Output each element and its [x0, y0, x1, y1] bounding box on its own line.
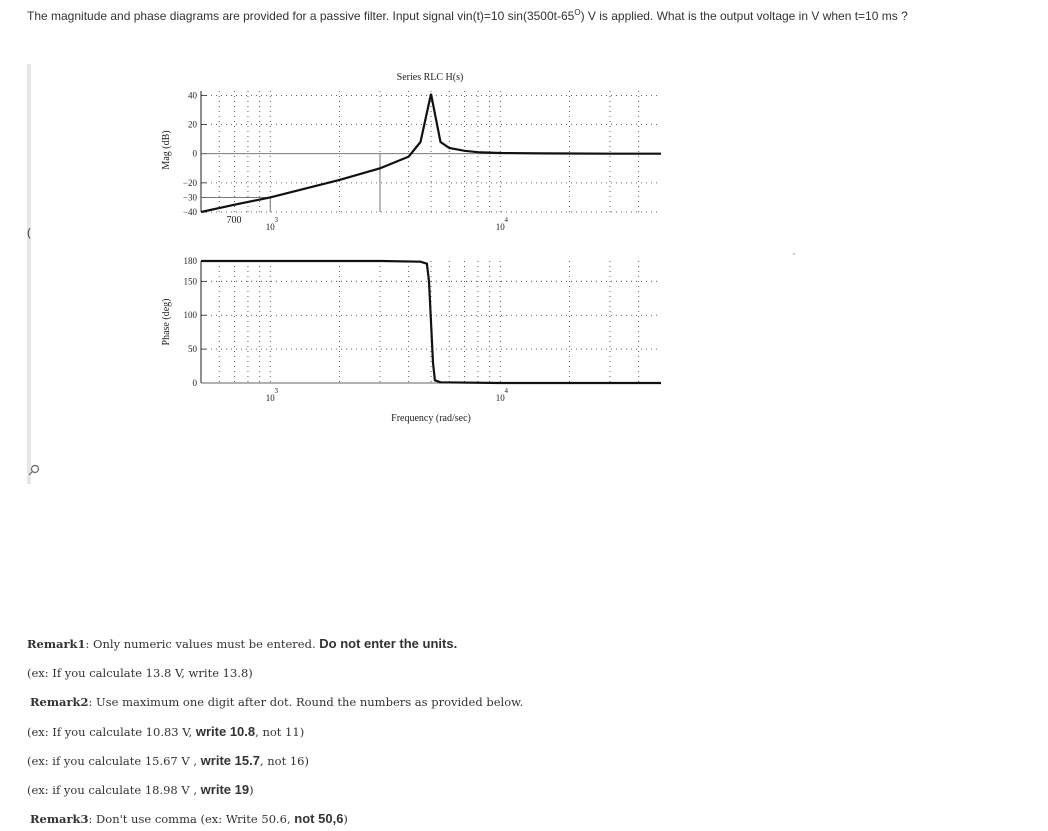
y-tick-label: −30 — [182, 192, 197, 203]
y-tick-label: 50 — [188, 344, 197, 355]
remark-1-example: (ex: If you calculate 13.8 V, write 13.8) — [27, 666, 253, 680]
search-icon[interactable] — [27, 463, 41, 477]
question-part-2: ) V is applied. What is the output voltage in V when t=10 ms ? — [580, 9, 908, 23]
x-tick-exponent: 3 — [274, 216, 278, 224]
phase-ylabel: Phase (deg) — [161, 298, 172, 346]
phase-xticks — [266, 387, 509, 403]
x-tick-label: 10 — [495, 393, 505, 403]
mag-ylabel: Mag (dB) — [161, 130, 172, 170]
ex2-text: (ex: if you calculate 15.67 V , — [27, 754, 201, 768]
stray-dot — [793, 253, 795, 255]
remark-3-text: : Don't use comma (ex: Write 50.6, — [88, 812, 295, 826]
remark-2 — [30, 695, 523, 709]
side-mark: ( — [27, 227, 31, 239]
remark-1 — [27, 636, 457, 651]
remark-1-text: : Only numeric values must be entered. — [85, 637, 320, 651]
remark-1-label: Remark1 — [27, 637, 86, 651]
ex1-text: (ex: If you calculate 10.83 V, — [27, 725, 196, 739]
y-tick-label: 150 — [183, 276, 197, 287]
x-tick-exponent: 3 — [274, 387, 278, 395]
remark-2-example-2 — [27, 753, 309, 768]
x-tick-label: 10 — [265, 393, 275, 403]
question-text — [27, 8, 1037, 23]
remark-2-example-1 — [27, 724, 304, 739]
remark-2-example-3 — [27, 782, 254, 797]
y-tick-label: 180 — [183, 256, 197, 266]
guide-lines — [201, 154, 661, 383]
ex3-end: ) — [249, 783, 254, 797]
x-tick-label: 10 — [495, 222, 505, 232]
ex1-bold: write 10.8 — [195, 724, 256, 739]
y-tick-label: 0 — [192, 378, 197, 388]
phase-yticks — [184, 256, 208, 388]
ex2-bold: write 15.7 — [200, 753, 260, 768]
y-tick-label: 40 — [188, 90, 197, 101]
y-tick-label: 0 — [192, 148, 197, 159]
remark-3-label: Remark3 — [30, 812, 89, 826]
x-tick-label: 10 — [265, 222, 275, 232]
left-border — [27, 64, 31, 484]
annotation-700: 700 — [226, 215, 242, 226]
degree-symbol: O — [574, 8, 581, 17]
y-tick-label: −20 — [182, 177, 197, 188]
remark-3-end: ) — [343, 812, 348, 826]
question-part-1: The magnitude and phase diagrams are provided for a passive filter. Input signal vin(t)=10 sin(3500t-65 — [27, 9, 575, 23]
x-tick-exponent: 4 — [504, 387, 508, 395]
remark-2-label: Remark2 — [30, 695, 89, 709]
remark-2-text: : Use maximum one digit after dot. Round the numbers as provided below. — [88, 695, 524, 709]
mag-xticks — [266, 216, 509, 232]
y-tick-label: 20 — [188, 119, 197, 130]
ex2-end: , not 16) — [259, 754, 309, 768]
ex3-bold: write 19 — [200, 782, 250, 797]
phase-xlabel: Frequency (rad/sec) — [391, 413, 471, 424]
y-tick-label: −40 — [182, 207, 197, 217]
ex3-text: (ex: if you calculate 18.98 V , — [27, 783, 201, 797]
y-tick-label: 100 — [183, 310, 197, 321]
x-tick-exponent: 4 — [504, 216, 508, 224]
chart-title: Series RLC H(s) — [396, 72, 464, 83]
remark-3 — [30, 811, 348, 826]
remark-3-bold: not 50,6 — [294, 811, 344, 826]
magnitude-grid — [201, 91, 661, 212]
ex1-end: , not 11) — [255, 725, 305, 739]
bode-figure — [150, 62, 670, 432]
remark-1-bold: Do not enter the units. — [319, 636, 458, 651]
